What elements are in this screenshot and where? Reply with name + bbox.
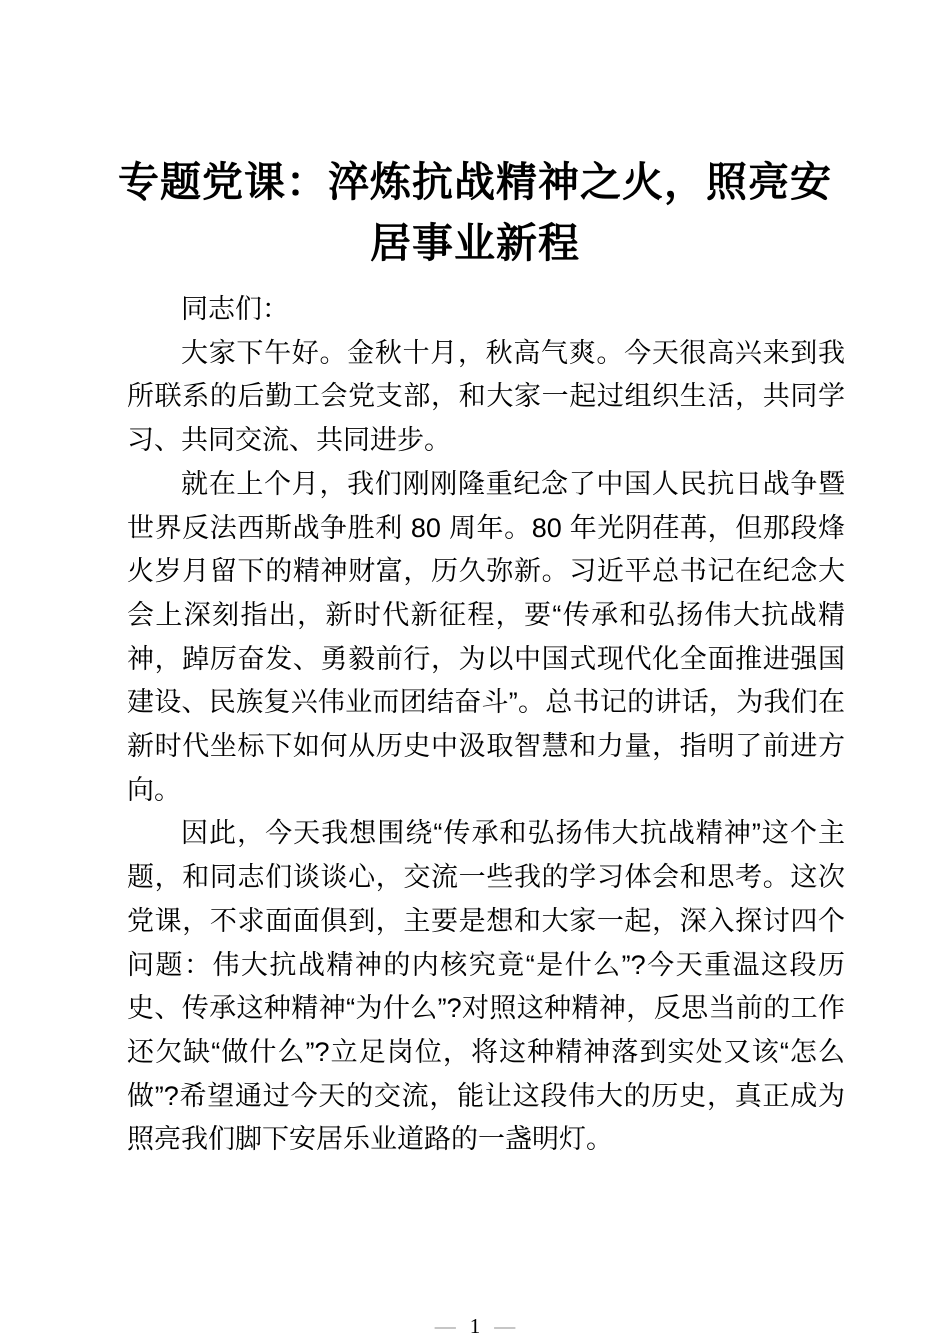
document-title-line-1: 专题党课：淬炼抗战精神之火，照亮安	[118, 159, 832, 205]
page-footer	[0, 1316, 950, 1337]
footer-dash-right: —	[494, 1314, 516, 1338]
page-number: 1	[469, 1314, 481, 1338]
paragraph-commemoration: 就在上个月，我们刚刚隆重纪念了中国人民抗日战争暨世界反法西斯战争胜利 80 周年。80 年光阴荏苒，但那段烽火岁月留下的精神财富，历久弥新。习近平总书记在纪念大会上深刻指出，新时代新征程，要“传承和弘扬伟大抗战精神，踔厉奋发、勇毅前行，为以中国式现代化全面推进强国建设、民族复兴伟业而团结奋斗”。总书记的讲话，为我们在新时代坐标下如何从历史中汲取智慧和力量，指明了前进方向。	[127, 468, 845, 805]
paragraph-lecture-overview: 因此，今天我想围绕“传承和弘扬伟大抗战精神”这个主题，和同志们谈谈心，交流一些我的学习体会和思考。这次党课，不求面面俱到，主要是想和大家一起，深入探讨四个问题：伟大抗战精神的内核究竟“是什么”?今天重温这段历史、传承这种精神“为什么”?对照这种精神，反思当前的工作还欠缺“做什么”?立足岗位，将这种精神落到实处又该“怎么做”?希望通过今天的交流，能让这段伟大的历史，真正成为照亮我们脚下安居乐业道路的一盏明灯。	[127, 818, 845, 1155]
paragraph-salutation: 同志们：	[181, 294, 289, 324]
document-body	[127, 288, 845, 1162]
document-title-line-2: 居事业新程	[370, 220, 580, 266]
paragraph-greeting: 大家下午好。金秋十月，秋高气爽。今天很高兴来到我所联系的后勤工会党支部，和大家一起过组织生活，共同学习、共同交流、共同进步。	[127, 337, 845, 456]
document-title	[0, 0, 950, 274]
footer-dash-left: —	[434, 1314, 456, 1338]
